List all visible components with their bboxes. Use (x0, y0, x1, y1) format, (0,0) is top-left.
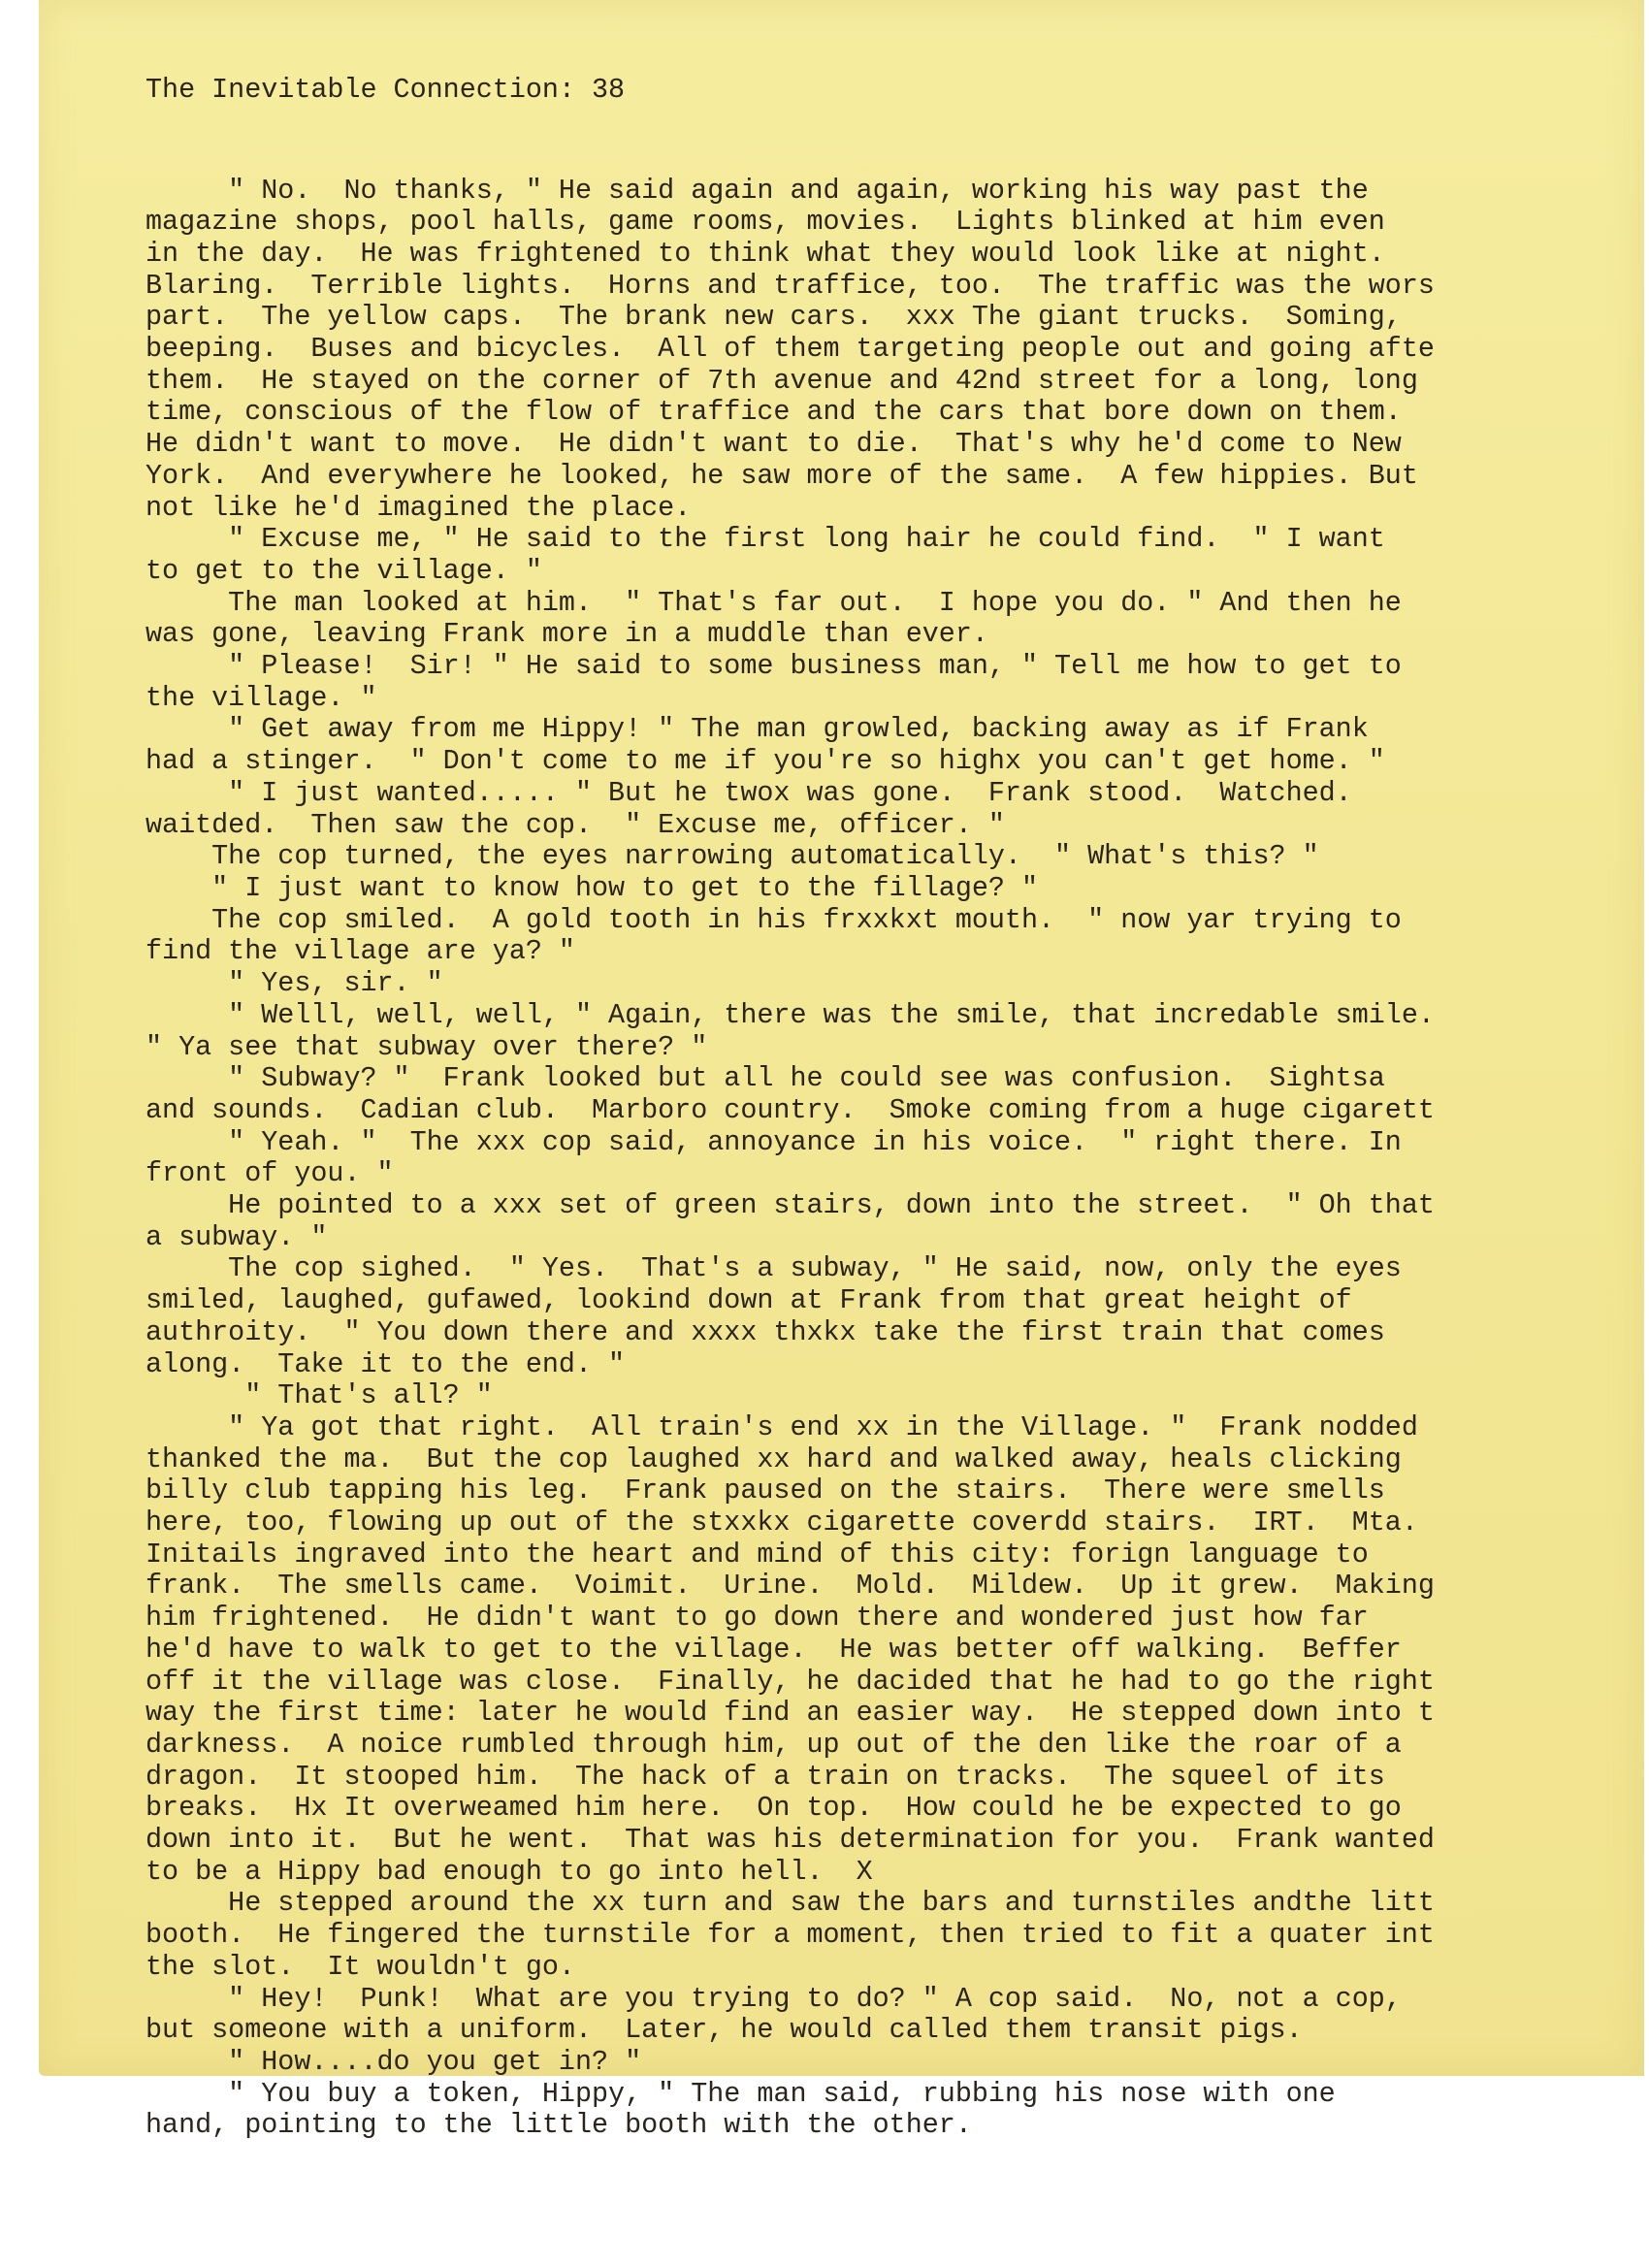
typewritten-page (39, 0, 1644, 2142)
text-line: here, too, flowing up out of the stxxkx cigarette coverdd stairs. IRT. Mta. (146, 1507, 1418, 1539)
text-line: had a stinger. " Don't come to me if you're so highx you can't get home. " (146, 745, 1385, 778)
text-line: part. The yellow caps. The brank new cars. xxx The giant trucks. Soming, (146, 301, 1402, 334)
text-line: but someone with a uniform. Later, he would called them transit pigs. (146, 2014, 1303, 2047)
text-line: them. He stayed on the corner of 7th avenue and 42nd street for a long, long (146, 364, 1418, 397)
text-line: beeping. Buses and bicycles. All of them targeting people out and going afte (146, 333, 1435, 366)
text-line: " Yes, sir. " (146, 967, 443, 1000)
text-line: down into it. But he went. That was his determination for you. Frank wanted (146, 1824, 1435, 1857)
text-line: " Ya see that subway over there? " (146, 1030, 708, 1063)
text-line: He stepped around the xx turn and saw the bars and turnstiles andthe litt (146, 1887, 1435, 1920)
text-line: in the day. He was frightened to think what they would look like at night. (146, 237, 1385, 270)
text-line: frank. The smells came. Voimit. Urine. Mold. Mildew. Up it grew. Making (146, 1570, 1435, 1603)
text-line: He didn't want to move. He didn't want to die. That's why he'd come to New (146, 428, 1402, 461)
text-line: authroity. " You down there and xxxx thxkx take the first train that comes (146, 1315, 1385, 1348)
text-line: the village. " (146, 681, 377, 714)
text-line: " Yeah. " The xxx cop said, annoyance in his voice. " right there. In (146, 1125, 1402, 1158)
text-line: " How....do you get in? " (146, 2046, 642, 2078)
text-line: The cop sighed. " Yes. That's a subway, " He said, now, only the eyes (146, 1252, 1402, 1285)
text-line: " Excuse me, " He said to the first long hair he could find. " I want (146, 523, 1385, 556)
text-line: The cop turned, the eyes narrowing automatically. " What's this? " (146, 840, 1319, 873)
text-line: to be a Hippy bad enough to go into hell. X (146, 1855, 873, 1888)
text-line: " No. No thanks, " He said again and again, working his way past the (146, 174, 1369, 207)
text-line: breaks. Hx It overweamed him here. On top. How could he be expected to go (146, 1792, 1402, 1825)
text-line: him frightened. He didn't want to go down there and wondered just how far (146, 1602, 1369, 1635)
text-line: He pointed to a xxx set of green stairs, down into the street. " Oh that (146, 1189, 1435, 1222)
page-title: The Inevitable Connection: 38 (146, 74, 626, 107)
text-line: time, conscious of the flow of traffice and the cars that bore down on them. (146, 396, 1402, 429)
text-line: booth. He fingered the turnstile for a moment, then tried to fit a quater int (146, 1919, 1435, 1952)
text-line: along. Take it to the end. " (146, 1347, 626, 1380)
text-line: " Welll, well, well, " Again, there was the smile, that incredable smile. (146, 998, 1435, 1031)
text-line: York. And everywhere he looked, he saw more of the same. A few hippies. But (146, 459, 1418, 492)
text-line: hand, pointing to the little booth with the other. (146, 2109, 972, 2142)
page-text (146, 12, 1649, 2206)
text-line: find the village are ya? " (146, 935, 575, 968)
text-line: " That's all? " (146, 1379, 493, 1412)
text-line: smiled, laughed, gufawed, lookind down at Frank from that great height of (146, 1284, 1352, 1317)
text-line: billy club tapping his leg. Frank paused on the stairs. There were smells (146, 1474, 1385, 1507)
text-line: waitded. Then saw the cop. " Excuse me, officer. " (146, 808, 1005, 841)
text-line: " Ya got that right. All train's end xx in the Village. " Frank nodded (146, 1410, 1418, 1443)
text-line: magazine shops, pool halls, game rooms, movies. Lights blinked at him even (146, 206, 1385, 239)
text-line: " I just want to know how to get to the fillage? " (146, 871, 1039, 904)
text-line: was gone, leaving Frank more in a muddle than ever. (146, 618, 988, 651)
text-line: to get to the village. " (146, 554, 542, 587)
text-line: The cop smiled. A gold tooth in his frxxkxt mouth. " now yar trying to (146, 903, 1402, 936)
text-line: front of you. " (146, 1157, 394, 1190)
text-line: " Hey! Punk! What are you trying to do? " A cop said. No, not a cop, (146, 1982, 1402, 2015)
text-line: thanked the ma. But the cop laughed xx hard and walked away, heals clicking (146, 1442, 1402, 1475)
text-line: way the first time: later he would find an easier way. He stepped down into t (146, 1697, 1435, 1730)
text-line: " Please! Sir! " He said to some business man, " Tell me how to get to (146, 650, 1402, 683)
text-line: not like he'd imagined the place. (146, 491, 692, 524)
text-line: he'd have to walk to get to the village. He was better off walking. Beffer (146, 1633, 1402, 1666)
text-line: dragon. It stooped him. The hack of a train on tracks. The squeel of its (146, 1760, 1385, 1793)
text-line: " Subway? " Frank looked but all he could see was confusion. Sightsa (146, 1062, 1385, 1095)
text-line: The man looked at him. " That's far out. I hope you do. " And then he (146, 586, 1402, 619)
text-line: darkness. A noice rumbled through him, up out of the den like the roar of a (146, 1728, 1402, 1761)
text-line: and sounds. Cadian club. Marboro country. Smoke coming from a huge cigarett (146, 1093, 1435, 1126)
text-line: Initails ingraved into the heart and mind of this city: forign language to (146, 1538, 1369, 1571)
text-line: the slot. It wouldn't go. (146, 1950, 575, 1983)
text-line: " I just wanted..... " But he twox was gone. Frank stood. Watched. (146, 776, 1352, 809)
text-line: " Get away from me Hippy! " The man growled, backing away as if Frank (146, 713, 1369, 746)
text-lines (146, 176, 1649, 2143)
text-line: off it the village was close. Finally, he dacided that he had to go the right (146, 1665, 1435, 1698)
text-line: Blaring. Terrible lights. Horns and traffice, too. The traffic was the wors (146, 269, 1435, 302)
text-line: " You buy a token, Hippy, " The man said, rubbing his nose with one (146, 2077, 1336, 2110)
text-line: a subway. " (146, 1220, 328, 1253)
